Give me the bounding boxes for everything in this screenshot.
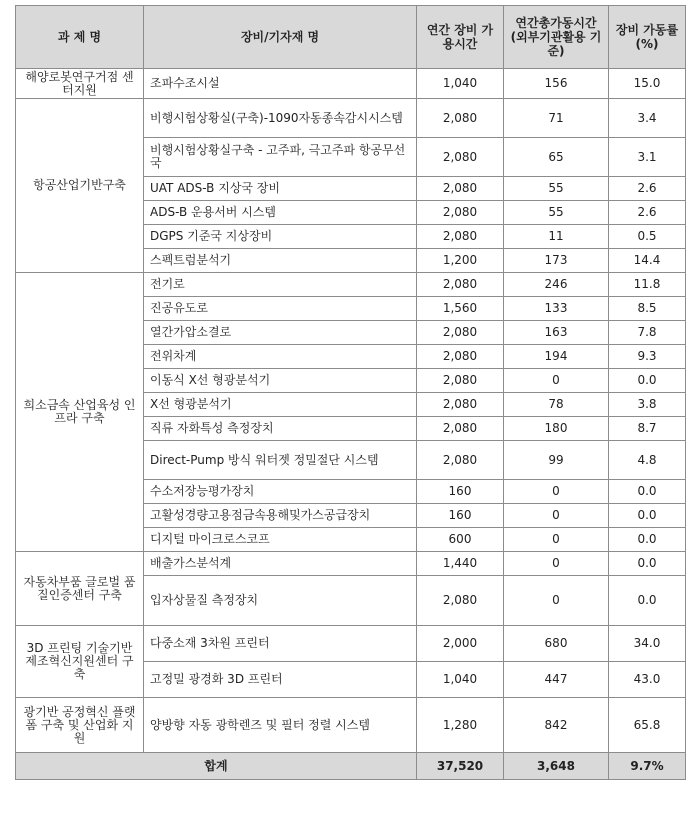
- total-row: [16, 753, 686, 780]
- utilization-rate: 11.8: [609, 273, 686, 297]
- hours-used: 173: [504, 249, 609, 273]
- hours-available: 2,080: [417, 321, 504, 345]
- project-name: 해양로봇연구거점 센터지원: [16, 69, 144, 99]
- equipment-name: 수소저장능평가장치: [144, 480, 417, 504]
- hours-available: 2,080: [417, 99, 504, 138]
- table-header-row: [16, 6, 686, 69]
- utilization-rate: 2.6: [609, 201, 686, 225]
- equipment-name: UAT ADS-B 지상국 장비: [144, 177, 417, 201]
- hours-used: 156: [504, 69, 609, 99]
- hours-available: 1,200: [417, 249, 504, 273]
- hours-available: 2,080: [417, 369, 504, 393]
- hours-available: 2,080: [417, 273, 504, 297]
- hours-available: 1,560: [417, 297, 504, 321]
- equipment-name: 스펙트럼분석기: [144, 249, 417, 273]
- project-name: 희소금속 산업육성 인프라 구축: [16, 273, 144, 552]
- hours-available: 2,080: [417, 345, 504, 369]
- hours-used: 99: [504, 441, 609, 480]
- table-row: [16, 273, 686, 297]
- hours-used: 0: [504, 576, 609, 626]
- hours-used: 0: [504, 552, 609, 576]
- table-row: [16, 99, 686, 138]
- hours-used: 55: [504, 177, 609, 201]
- table-row: [16, 69, 686, 99]
- utilization-rate: 15.0: [609, 69, 686, 99]
- header-hours-available: 연간 장비 가용시간: [417, 6, 504, 69]
- total-hours-used: 3,648: [504, 753, 609, 780]
- total-label: 합계: [16, 753, 417, 780]
- hours-used: 55: [504, 201, 609, 225]
- hours-used: 0: [504, 528, 609, 552]
- hours-used: 78: [504, 393, 609, 417]
- hours-available: 160: [417, 480, 504, 504]
- hours-used: 194: [504, 345, 609, 369]
- hours-available: 1,440: [417, 552, 504, 576]
- equipment-utilization-table: [15, 5, 686, 780]
- hours-available: 2,080: [417, 576, 504, 626]
- hours-available: 2,080: [417, 138, 504, 177]
- utilization-rate: 0.0: [609, 504, 686, 528]
- table-row: [16, 626, 686, 662]
- hours-used: 0: [504, 504, 609, 528]
- table-row: [16, 698, 686, 753]
- header-hours-used: 연간총가동시간 (외부기관활용 기준): [504, 6, 609, 69]
- hours-used: 842: [504, 698, 609, 753]
- equipment-name: X선 형광분석기: [144, 393, 417, 417]
- hours-used: 0: [504, 480, 609, 504]
- hours-available: 2,080: [417, 417, 504, 441]
- utilization-rate: 34.0: [609, 626, 686, 662]
- equipment-name: 비행시험상황실구축 - 고주파, 극고주파 항공무선국: [144, 138, 417, 177]
- utilization-rate: 0.5: [609, 225, 686, 249]
- hours-available: 160: [417, 504, 504, 528]
- utilization-rate: 8.5: [609, 297, 686, 321]
- equipment-name: 양방향 자동 광학렌즈 및 필터 정렬 시스템: [144, 698, 417, 753]
- equipment-name: 입자상물질 측정장치: [144, 576, 417, 626]
- hours-used: 133: [504, 297, 609, 321]
- utilization-rate: 3.4: [609, 99, 686, 138]
- table-row: [16, 552, 686, 576]
- utilization-rate: 3.8: [609, 393, 686, 417]
- hours-used: 680: [504, 626, 609, 662]
- equipment-name: 열간가압소결로: [144, 321, 417, 345]
- utilization-rate: 4.8: [609, 441, 686, 480]
- utilization-rate: 2.6: [609, 177, 686, 201]
- utilization-rate: 0.0: [609, 528, 686, 552]
- equipment-name: 디지털 마이크로스코프: [144, 528, 417, 552]
- hours-used: 246: [504, 273, 609, 297]
- equipment-name: 직류 자화특성 측정장치: [144, 417, 417, 441]
- hours-available: 2,000: [417, 626, 504, 662]
- hours-available: 1,280: [417, 698, 504, 753]
- equipment-name: 고활성경량고용점금속용해및가스공급장치: [144, 504, 417, 528]
- header-utilization: 장비 가동률 (%): [609, 6, 686, 69]
- equipment-name: 배출가스분석계: [144, 552, 417, 576]
- hours-available: 2,080: [417, 225, 504, 249]
- utilization-rate: 14.4: [609, 249, 686, 273]
- header-equipment: 장비/기자재 명: [144, 6, 417, 69]
- utilization-rate: 0.0: [609, 480, 686, 504]
- project-name: 3D 프린팅 기술기반 제조혁신지원센터 구축: [16, 626, 144, 698]
- equipment-name: 조파수조시설: [144, 69, 417, 99]
- equipment-name: DGPS 기준국 지상장비: [144, 225, 417, 249]
- hours-used: 11: [504, 225, 609, 249]
- header-project: 과 제 명: [16, 6, 144, 69]
- equipment-name: 다중소재 3차원 프린터: [144, 626, 417, 662]
- equipment-name: 진공유도로: [144, 297, 417, 321]
- hours-used: 65: [504, 138, 609, 177]
- hours-used: 180: [504, 417, 609, 441]
- total-hours-available: 37,520: [417, 753, 504, 780]
- utilization-rate: 43.0: [609, 662, 686, 698]
- project-name: 광기반 공정혁신 플랫폼 구축 및 산업화 지원: [16, 698, 144, 753]
- utilization-rate: 7.8: [609, 321, 686, 345]
- equipment-name: 비행시험상황실(구축)-1090자동종속감시시스템: [144, 99, 417, 138]
- project-name: 자동차부품 글로벌 품질인증센터 구축: [16, 552, 144, 626]
- utilization-rate: 65.8: [609, 698, 686, 753]
- utilization-rate: 9.3: [609, 345, 686, 369]
- utilization-rate: 3.1: [609, 138, 686, 177]
- hours-used: 0: [504, 369, 609, 393]
- equipment-name: 전위차계: [144, 345, 417, 369]
- equipment-name: 전기로: [144, 273, 417, 297]
- hours-used: 71: [504, 99, 609, 138]
- hours-available: 600: [417, 528, 504, 552]
- hours-available: 2,080: [417, 201, 504, 225]
- equipment-name: Direct-Pump 방식 워터젯 정밀절단 시스템: [144, 441, 417, 480]
- equipment-name: ADS-B 운용서버 시스템: [144, 201, 417, 225]
- hours-available: 2,080: [417, 177, 504, 201]
- hours-available: 2,080: [417, 441, 504, 480]
- hours-available: 2,080: [417, 393, 504, 417]
- hours-used: 447: [504, 662, 609, 698]
- equipment-name: 고정밀 광경화 3D 프린터: [144, 662, 417, 698]
- utilization-rate: 0.0: [609, 576, 686, 626]
- utilization-rate: 0.0: [609, 552, 686, 576]
- hours-available: 1,040: [417, 69, 504, 99]
- utilization-rate: 8.7: [609, 417, 686, 441]
- total-utilization-rate: 9.7%: [609, 753, 686, 780]
- equipment-name: 이동식 X선 형광분석기: [144, 369, 417, 393]
- utilization-rate: 0.0: [609, 369, 686, 393]
- project-name: 항공산업기반구축: [16, 99, 144, 273]
- hours-used: 163: [504, 321, 609, 345]
- hours-available: 1,040: [417, 662, 504, 698]
